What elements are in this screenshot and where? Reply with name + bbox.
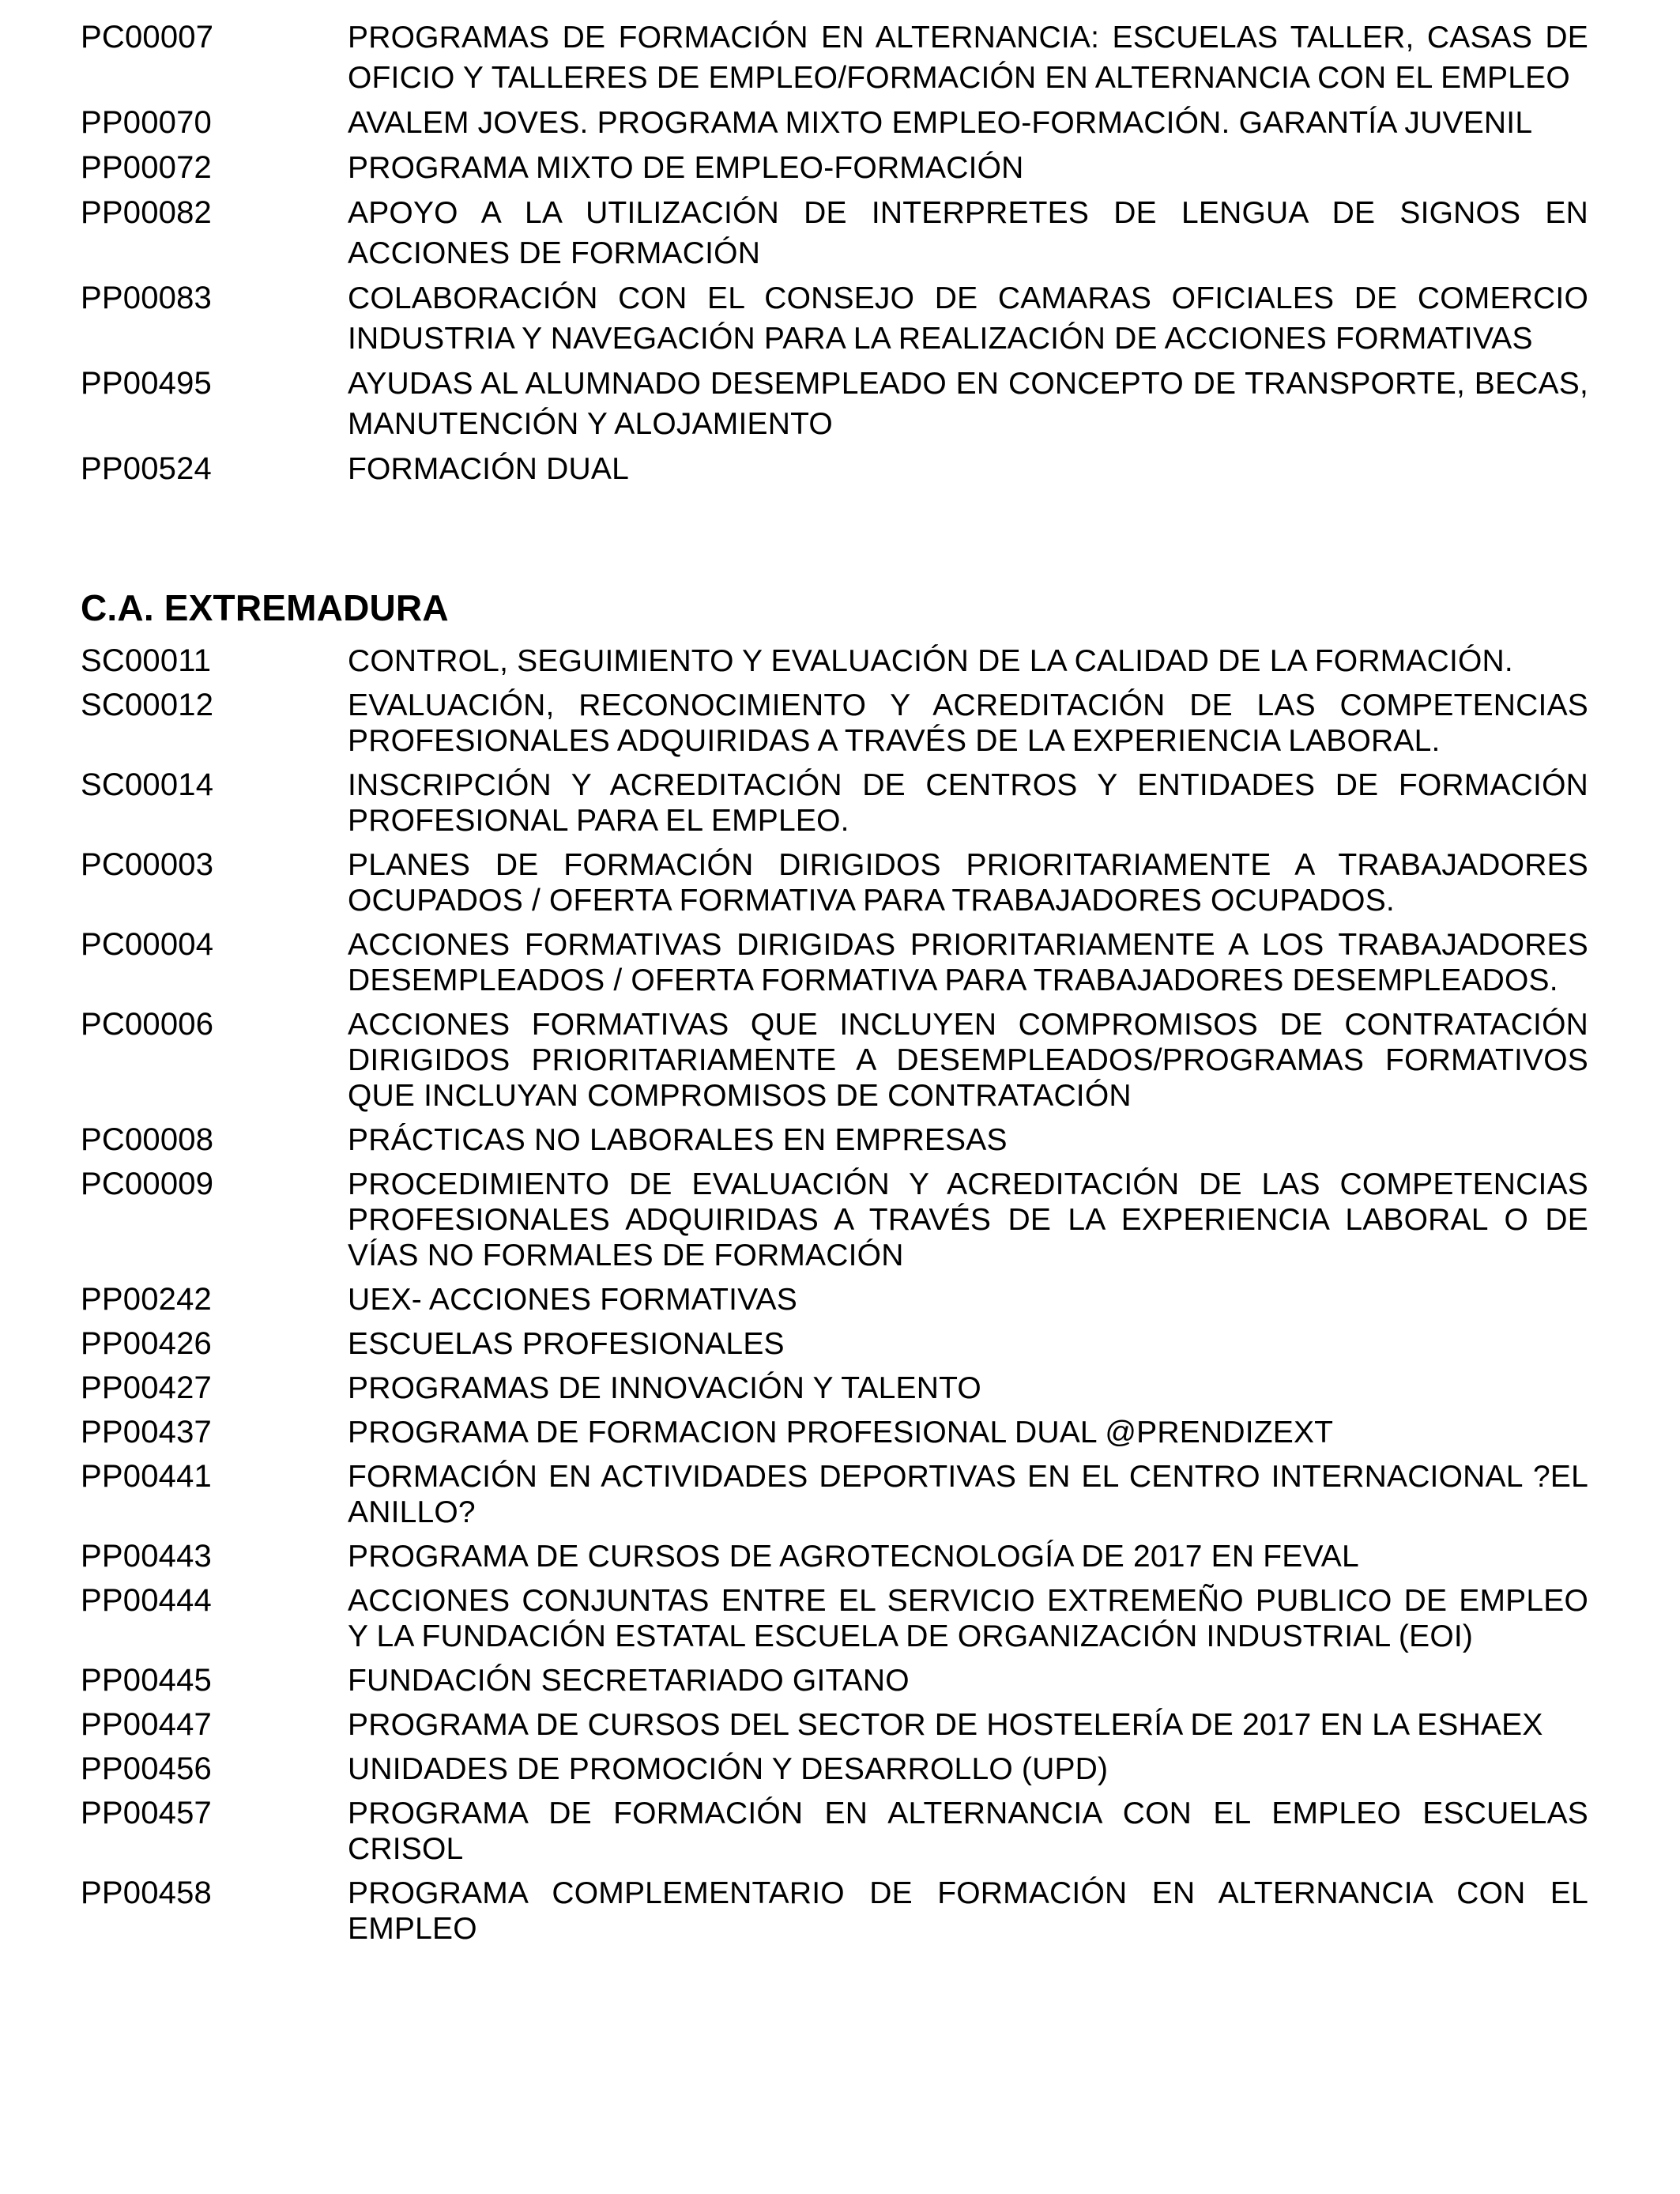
program-row <box>0 364 1680 444</box>
program-code: PC00008 <box>81 1122 214 1157</box>
program-description: PLANES DE FORMACIÓN DIRIGIDOS PRIORITARIAMENTE A TRABAJADORES OCUPADOS / OFERTA FORMATIVA PARA TRABAJADORES OCUPADOS. <box>348 848 1588 918</box>
program-description: UNIDADES DE PROMOCIÓN Y DESARROLLO (UPD) <box>348 1752 1109 1786</box>
program-code: SC00014 <box>81 767 214 802</box>
program-row <box>0 103 1680 143</box>
program-description: FORMACIÓN EN ACTIVIDADES DEPORTIVAS EN EL CENTRO INTERNACIONAL ?EL ANILLO? <box>348 1460 1588 1529</box>
program-row <box>0 927 1680 998</box>
section-heading-extremadura: C.A. EXTREMADURA <box>81 587 449 628</box>
program-description: PROGRAMAS DE FORMACIÓN EN ALTERNANCIA: ESCUELAS TALLER, CASAS DE OFICIO Y TALLERES DE EMPLEO/FORMACIÓN EN ALTERNANCIA CON EL EMPLEO <box>348 21 1588 95</box>
program-row <box>0 1875 1680 1947</box>
program-description: PROGRAMA DE CURSOS DE AGROTECNOLOGÍA DE 2017 EN FEVAL <box>348 1540 1359 1574</box>
program-row <box>0 17 1680 98</box>
program-row <box>0 847 1680 918</box>
program-row <box>0 1663 1680 1698</box>
program-code: PP00443 <box>81 1539 212 1574</box>
program-description: APOYO A LA UTILIZACIÓN DE INTERPRETES DE LENGUA DE SIGNOS EN ACCIONES DE FORMACIÓN <box>348 196 1588 270</box>
program-row <box>0 1459 1680 1530</box>
program-row <box>0 1167 1680 1273</box>
program-row <box>0 1751 1680 1787</box>
program-row <box>0 1583 1680 1654</box>
program-code: SC00012 <box>81 688 214 722</box>
program-row <box>0 148 1680 188</box>
program-code: PC00006 <box>81 1007 214 1042</box>
program-code: PC00009 <box>81 1167 214 1201</box>
program-list-continued <box>0 17 1680 494</box>
program-description: AYUDAS AL ALUMNADO DESEMPLEADO EN CONCEPTO DE TRANSPORTE, BECAS, MANUTENCIÓN Y ALOJAMIENTO <box>348 367 1588 441</box>
program-description: ACCIONES FORMATIVAS QUE INCLUYEN COMPROMISOS DE CONTRATACIÓN DIRIGIDOS PRIORITARIAMENTE A DESEMPLEADOS/PROGRAMAS FORMATIVOS QUE INCLUYAN COMPROMISOS DE CONTRATACIÓN <box>348 1008 1588 1113</box>
program-description: INSCRIPCIÓN Y ACREDITACIÓN DE CENTROS Y ENTIDADES DE FORMACIÓN PROFESIONAL PARA EL EMPLEO. <box>348 768 1588 838</box>
program-row <box>0 1282 1680 1318</box>
program-description: PROGRAMA MIXTO DE EMPLEO-FORMACIÓN <box>348 151 1024 185</box>
program-code: PP00082 <box>81 195 212 230</box>
program-description: PROGRAMA DE FORMACION PROFESIONAL DUAL @PRENDIZEXT <box>348 1416 1334 1449</box>
program-code: PP00426 <box>81 1326 212 1361</box>
program-description: UEX- ACCIONES FORMATIVAS <box>348 1283 797 1317</box>
program-description: FUNDACIÓN SECRETARIADO GITANO <box>348 1664 910 1698</box>
program-row <box>0 193 1680 273</box>
program-code: PP00427 <box>81 1370 212 1405</box>
program-code: PC00007 <box>81 20 214 55</box>
program-code: PP00083 <box>81 281 212 315</box>
program-description: PROCEDIMIENTO DE EVALUACIÓN Y ACREDITACIÓN DE LAS COMPETENCIAS PROFESIONALES ADQUIRIDAS A TRAVÉS DE LA EXPERIENCIA LABORAL O DE VÍAS NO FORMALES DE FORMACIÓN <box>348 1167 1588 1272</box>
program-description: EVALUACIÓN, RECONOCIMIENTO Y ACREDITACIÓN DE LAS COMPETENCIAS PROFESIONALES ADQUIRIDAS A TRAVÉS DE LA EXPERIENCIA LABORAL. <box>348 688 1588 758</box>
program-code: PP00441 <box>81 1459 212 1494</box>
program-description: ACCIONES FORMATIVAS DIRIGIDAS PRIORITARIAMENTE A LOS TRABAJADORES DESEMPLEADOS / OFERTA FORMATIVA PARA TRABAJADORES DESEMPLEADOS. <box>348 928 1588 997</box>
program-code: PP00456 <box>81 1751 212 1786</box>
program-row <box>0 1415 1680 1450</box>
program-row <box>0 1007 1680 1114</box>
program-code: PP00445 <box>81 1663 212 1698</box>
program-code: PP00444 <box>81 1583 212 1618</box>
program-row <box>0 1326 1680 1362</box>
program-row <box>0 1796 1680 1867</box>
program-description: PROGRAMA DE FORMACIÓN EN ALTERNANCIA CON EL EMPLEO ESCUELAS CRISOL <box>348 1796 1588 1866</box>
program-row <box>0 1539 1680 1574</box>
program-code: PP00070 <box>81 105 212 140</box>
program-description: ESCUELAS PROFESIONALES <box>348 1327 785 1361</box>
program-row <box>0 449 1680 489</box>
program-list-extremadura <box>0 643 1680 1955</box>
program-description: PROGRAMA COMPLEMENTARIO DE FORMACIÓN EN ALTERNANCIA CON EL EMPLEO <box>348 1876 1588 1946</box>
program-description: AVALEM JOVES. PROGRAMA MIXTO EMPLEO-FORMACIÓN. GARANTÍA JUVENIL <box>348 106 1533 140</box>
program-row <box>0 1122 1680 1158</box>
program-code: PP00437 <box>81 1415 212 1449</box>
program-list <box>0 17 1680 489</box>
program-description: FORMACIÓN DUAL <box>348 452 629 486</box>
program-code: PP00447 <box>81 1707 212 1742</box>
program-code: SC00011 <box>81 643 212 678</box>
program-list <box>0 643 1680 1947</box>
program-code: PP00242 <box>81 1282 212 1317</box>
program-code: PP00072 <box>81 150 212 185</box>
program-description: CONTROL, SEGUIMIENTO Y EVALUACIÓN DE LA CALIDAD DE LA FORMACIÓN. <box>348 644 1513 678</box>
program-row <box>0 278 1680 359</box>
program-description: PROGRAMA DE CURSOS DEL SECTOR DE HOSTELERÍA DE 2017 EN LA ESHAEX <box>348 1708 1543 1742</box>
program-description: PROGRAMAS DE INNOVACIÓN Y TALENTO <box>348 1371 981 1405</box>
program-row <box>0 1707 1680 1743</box>
program-row <box>0 643 1680 679</box>
program-code: PP00524 <box>81 451 212 486</box>
program-description: ACCIONES CONJUNTAS ENTRE EL SERVICIO EXTREMEÑO PUBLICO DE EMPLEO Y LA FUNDACIÓN ESTATAL ESCUELA DE ORGANIZACIÓN INDUSTRIAL (EOI) <box>348 1584 1588 1653</box>
program-code: PC00003 <box>81 847 214 882</box>
program-row <box>0 1370 1680 1406</box>
program-code: PP00457 <box>81 1796 212 1830</box>
program-code: PP00495 <box>81 366 212 401</box>
program-description: PRÁCTICAS NO LABORALES EN EMPRESAS <box>348 1123 1008 1157</box>
program-row <box>0 688 1680 759</box>
program-code: PP00458 <box>81 1875 212 1910</box>
program-description: COLABORACIÓN CON EL CONSEJO DE CAMARAS OFICIALES DE COMERCIO INDUSTRIA Y NAVEGACIÓN PARA LA REALIZACIÓN DE ACCIONES FORMATIVAS <box>348 281 1588 356</box>
program-code: PC00004 <box>81 927 214 962</box>
program-row <box>0 767 1680 839</box>
